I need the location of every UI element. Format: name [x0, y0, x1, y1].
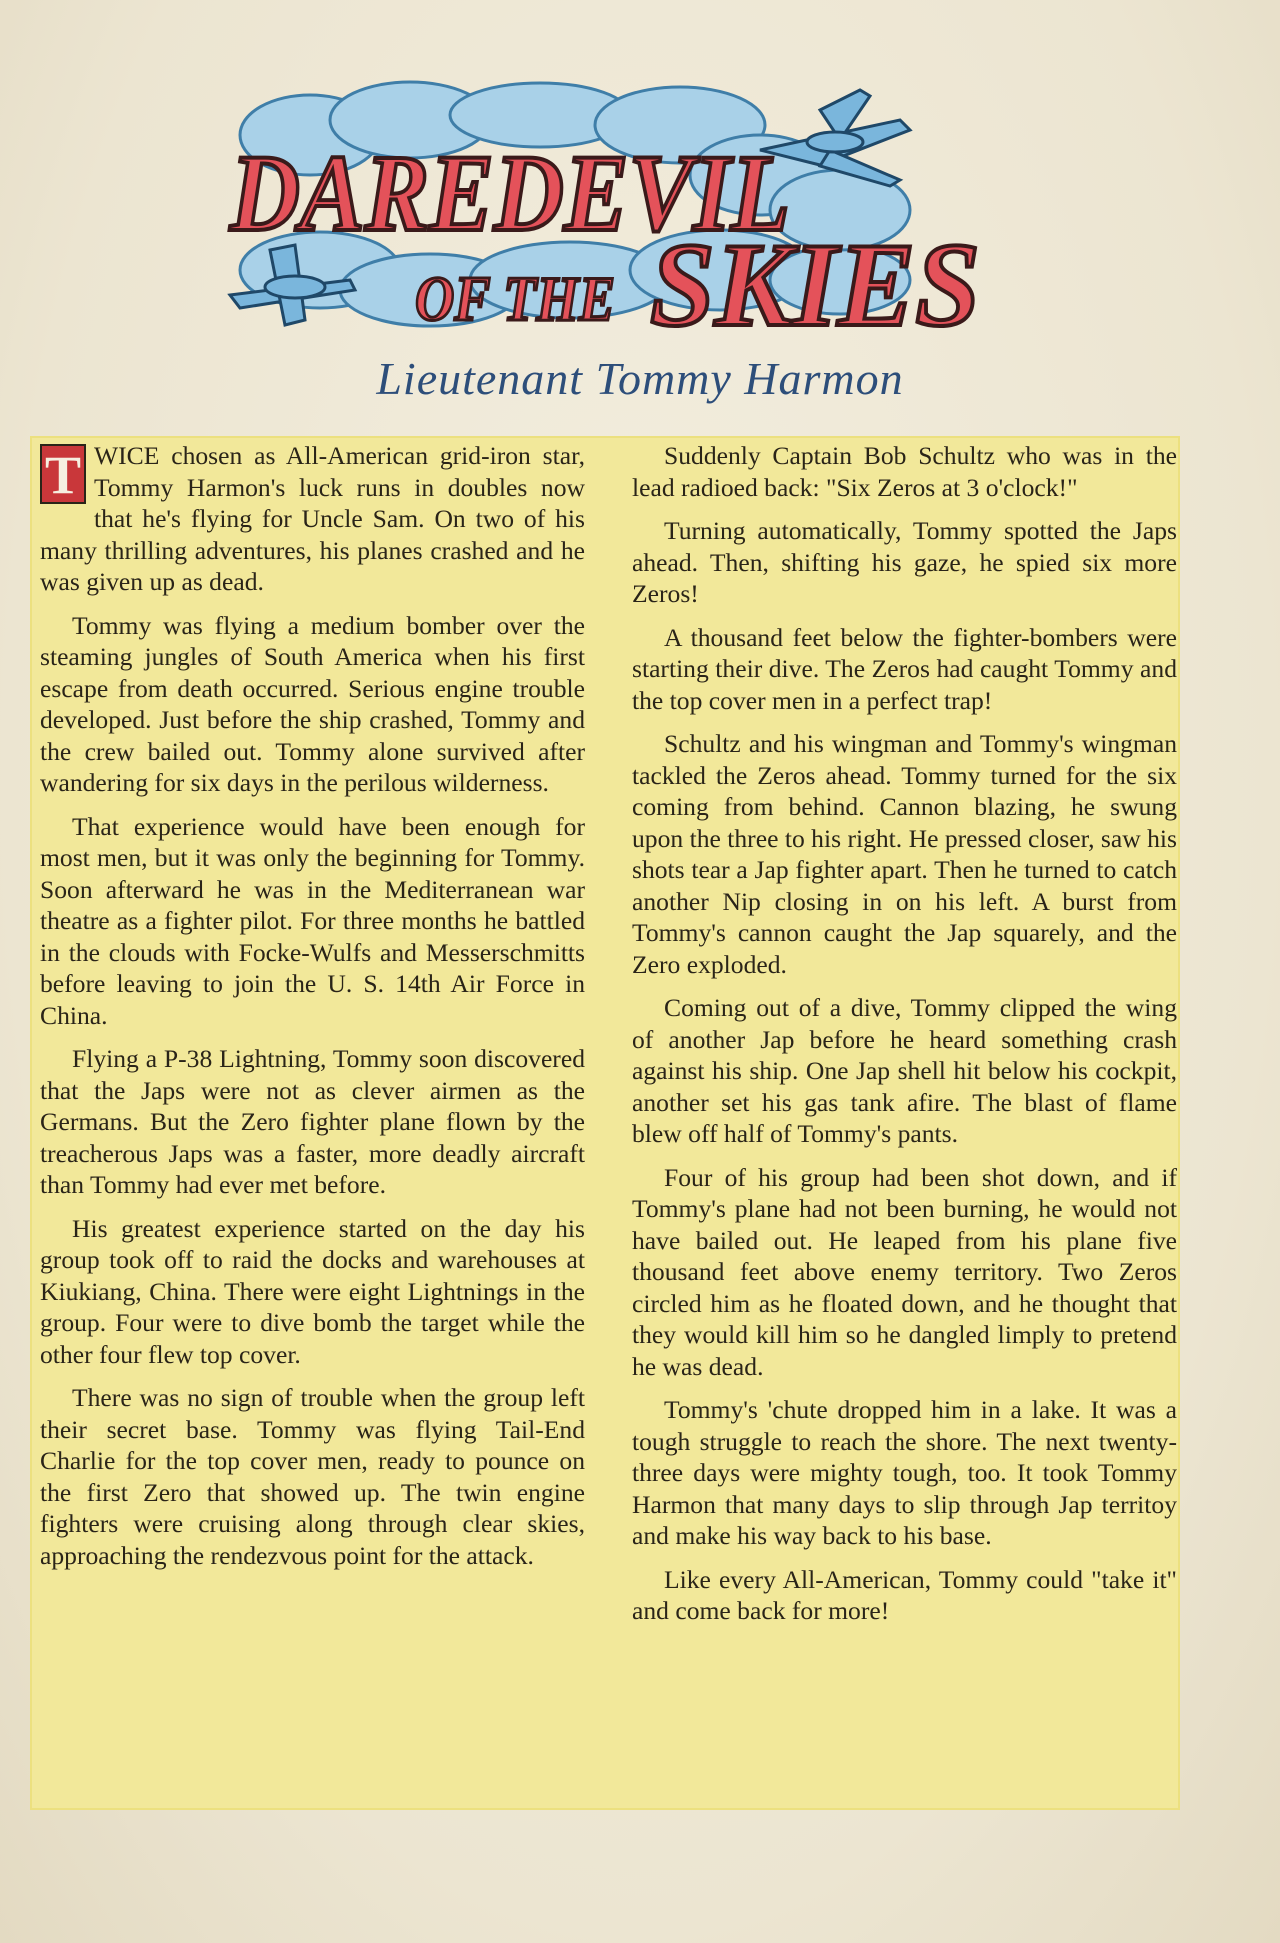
title-logo [200, 80, 1000, 360]
paragraph: Coming out of a dive, Tommy clipped the wing of another Jap before he heard something crash against his ship. One Jap shell hit below his cockpit, another set his gas tank afire. The blast of flame blew off half of Tommy's pants. [632, 993, 1177, 1148]
paragraph: Turning automatically, Tommy spotted the Japs ahead. Then, shifting his gaze, he spied six more Zeros! [632, 516, 1177, 608]
paragraph [40, 440, 585, 598]
title-logo-art [200, 80, 1000, 360]
paragraph: A thousand feet below the fighter-bombers were starting their dive. The Zeros had caught Tommy and the top cover men in a perfect trap! [632, 622, 1177, 715]
title-word-of-the: OF THE [415, 263, 615, 334]
drop-cap: T [40, 444, 86, 504]
paragraph-text: WICE chosen as All-American grid-iron star, Tommy Harmon's luck runs in doubles now that he's flying for Uncle Sam. On two of his many thrilling adventures, his planes crashed and he was given up as dead. [40, 441, 585, 596]
article-right-column [632, 440, 1177, 1639]
paragraph: Tommy was flying a medium bomber over the steaming jungles of South America when his first escape from death occurred. Serious engine trouble developed. Just before the ship crashed, Tommy and the crew bailed out. Tommy alone survived after wandering for six days in the perilous wilderness. [40, 610, 585, 797]
paragraph: Like every All-American, Tommy could "take it" and come back for more! [632, 1564, 1177, 1625]
paragraph: His greatest experience started on the day his group took off to raid the docks and warehouses at Kiukiang, China. There were eight Lightnings in the group. Four were to dive bomb the target while the other four flew top cover. [40, 1213, 585, 1369]
paragraph: Tommy's 'chute dropped him in a lake. It was a tough struggle to reach the shore. The next twenty-three days were mighty tough, too. It took Tommy Harmon that many days to slip through Jap territoy and make his way back to his base. [632, 1395, 1177, 1550]
article-subtitle: Lieutenant Tommy Harmon [376, 353, 904, 404]
paragraph: Four of his group had been shot down, and if Tommy's plane had not been burning, he would not have bailed out. He leaped from his plane five thousand feet above enemy territory. Two Zeros circled him as he floated down, and he thought that they would kill him so he dangled limply to pretend he was dead. [632, 1162, 1177, 1381]
paragraph: There was no sign of trouble when the group left their secret base. Tommy was flying Tail-End Charlie for the top cover men, ready to pounce on the first Zero that showed up. The twin engine fighters were cruising along through clear skies, approaching the rendezvous point for the attack. [40, 1383, 585, 1570]
paragraph: Schultz and his wingman and Tommy's wingman tackled the Zeros ahead. Tommy turned for the six coming from behind. Cannon blazing, he swung upon the three to his right. He pressed closer, saw his shots tear a Jap fighter apart. Then he turned to catch another Nip closing in on his left. A burst from Tommy's cannon caught the Jap squarely, and the Zero exploded. [632, 729, 1177, 979]
title-word-skies: SKIES [650, 218, 980, 351]
paragraph: Flying a P-38 Lightning, Tommy soon discovered that the Japs were not as clever airmen as the Germans. But the Zero fighter plane flown by the treacherous Japs was a faster, more deadly aircraft than Tommy had ever met before. [40, 1044, 585, 1199]
paragraph: That experience would have been enough for most men, but it was only the beginning for Tommy. Soon afterward he was in the Mediterranean war theatre as a fighter pilot. For three months he battled in the clouds with Focke-Wulfs and Messerschmitts before leaving to join the U. S. 14th Air Force in China. [40, 811, 585, 1030]
title-word-daredevil: DAREDEVIL [229, 132, 790, 254]
paragraph: Suddenly Captain Bob Schultz who was in the lead radioed back: "Six Zeros at 3 o'clock!" [632, 441, 1177, 502]
article-left-column [40, 440, 585, 1583]
